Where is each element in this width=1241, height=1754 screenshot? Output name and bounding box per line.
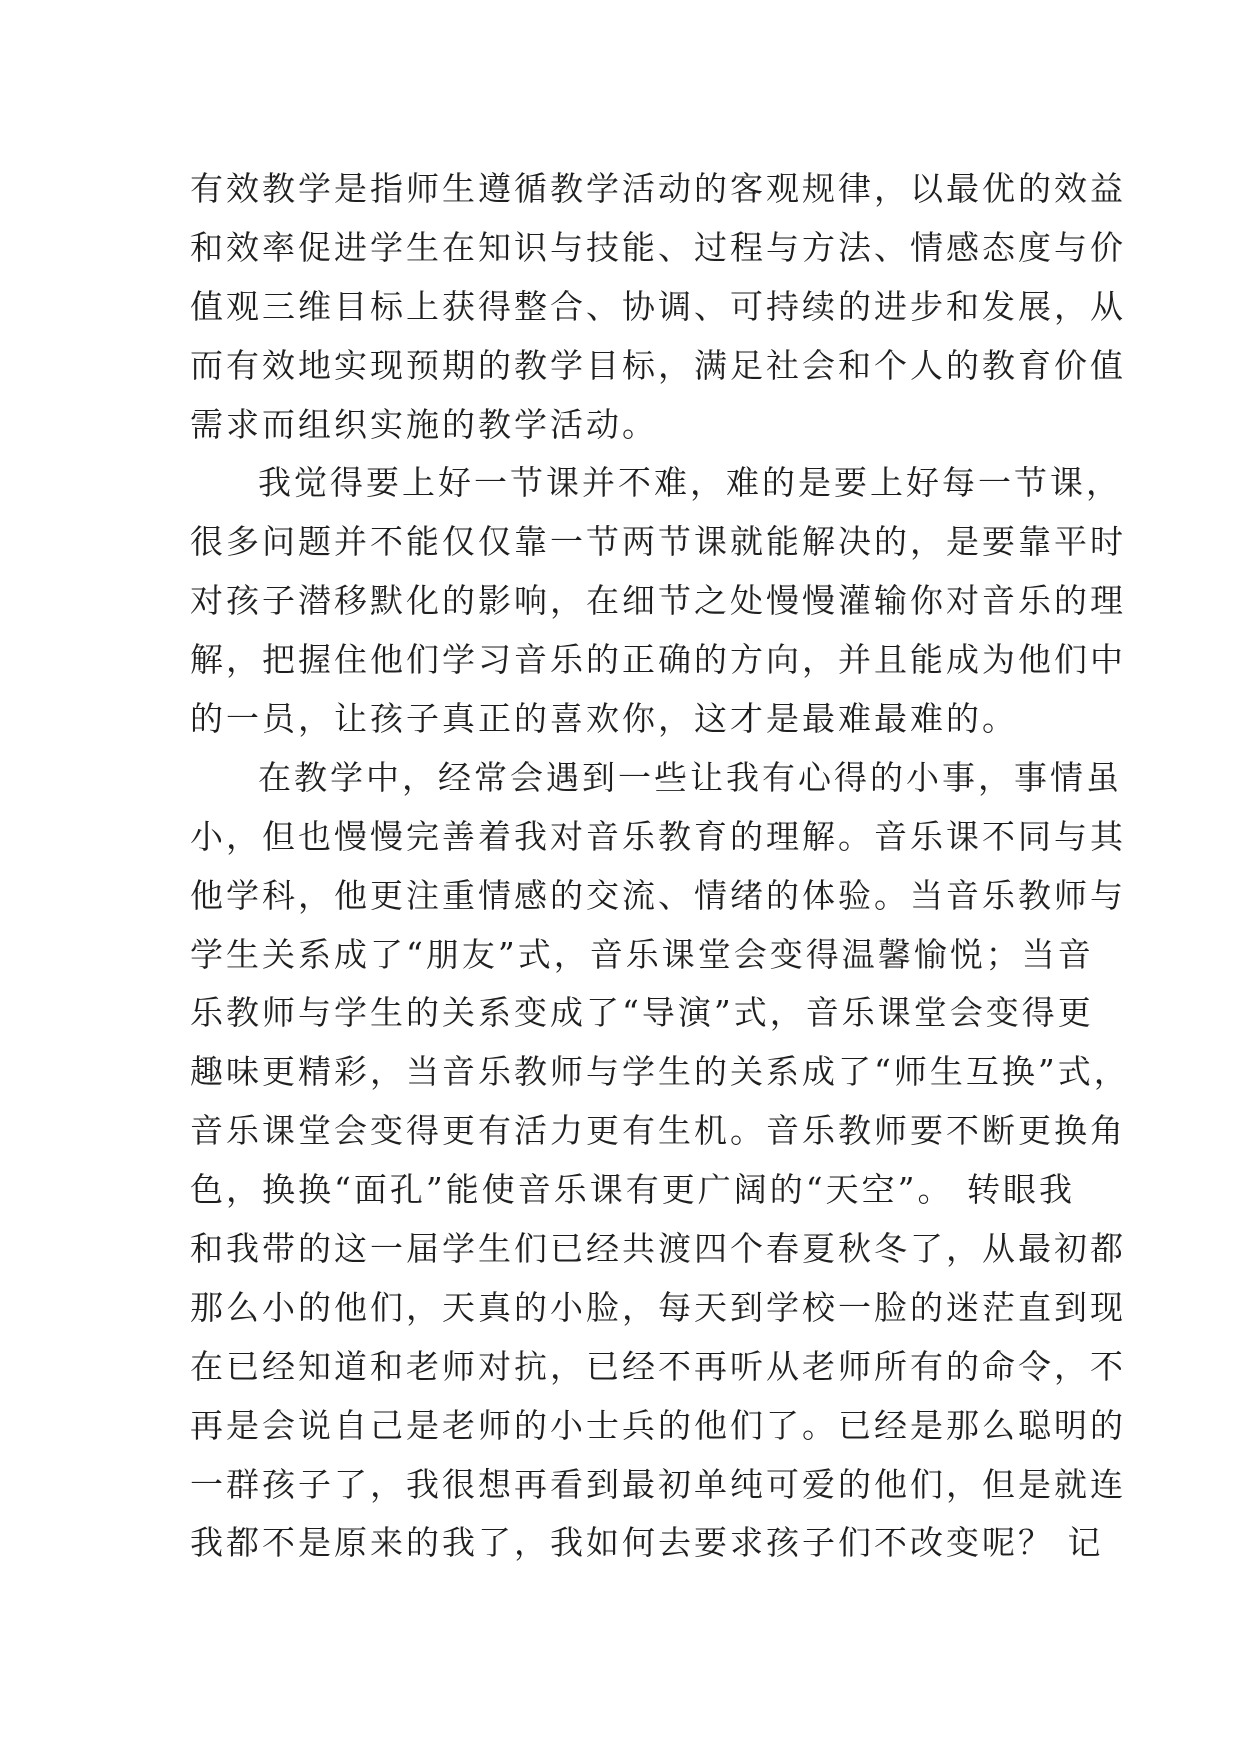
paragraph-line: 在教学中，经常会遇到一些让我有心得的小事，事情虽 <box>258 757 1122 797</box>
paragraph-line: 有效教学是指师生遵循教学活动的客观规律，以最优的效益 <box>190 169 1126 208</box>
paragraph-line: 我都不是原来的我了，我如何去要求孩子们不改变呢？ 记 <box>190 1523 1104 1563</box>
paragraph-line: 色，换换“面孔”能使音乐课有更广阔的“天空”。 转眼我 <box>190 1170 1075 1210</box>
paragraph-line: 而有效地实现预期的教学目标，满足社会和个人的教育价值 <box>190 345 1126 385</box>
paragraph-line: 音乐课堂会变得更有活力更有生机。音乐教师要不断更换角 <box>190 1111 1126 1151</box>
paragraph-line: 小，但也慢慢完善着我对音乐教育的理解。音乐课不同与其 <box>190 816 1126 856</box>
paragraph-line: 一群孩子了，我很想再看到最初单纯可爱的他们，但是就连 <box>190 1464 1126 1504</box>
paragraph-line: 再是会说自己是老师的小士兵的他们了。已经是那么聪明的 <box>190 1405 1126 1445</box>
paragraph-line: 那么小的他们，天真的小脸，每天到学校一脸的迷茫直到现 <box>190 1287 1126 1327</box>
paragraph-line: 需求而组织实施的教学活动。 <box>190 404 658 444</box>
paragraph-line: 我觉得要上好一节课并不难，难的是要上好每一节课， <box>258 463 1122 503</box>
paragraph-3 <box>190 749 1130 1573</box>
paragraph-line: 他学科，他更注重情感的交流、情绪的体验。当音乐教师与 <box>190 875 1126 915</box>
paragraph-line: 趣味更精彩，当音乐教师与学生的关系成了“师生互换”式， <box>190 1052 1130 1092</box>
paragraph-line: 的一员，让孩子真正的喜欢你，这才是最难最难的。 <box>190 699 1018 739</box>
paragraph-line: 乐教师与学生的关系变成了“导演”式，音乐课堂会变得更 <box>190 993 1094 1033</box>
document-body <box>190 160 1130 1573</box>
paragraph-line: 在已经知道和老师对抗，已经不再听从老师所有的命令，不 <box>190 1346 1126 1386</box>
paragraph-line: 对孩子潜移默化的影响，在细节之处慢慢灌输你对音乐的理 <box>190 581 1126 621</box>
paragraph-line: 很多问题并不能仅仅靠一节两节课就能解决的，是要靠平时 <box>190 522 1126 562</box>
paragraph-line: 和效率促进学生在知识与技能、过程与方法、情感态度与价 <box>190 227 1126 267</box>
paragraph-line: 解，把握住他们学习音乐的正确的方向，并且能成为他们中 <box>190 640 1126 680</box>
paragraph-line: 学生关系成了“朋友”式，音乐课堂会变得温馨愉悦；当音 <box>190 934 1094 974</box>
paragraph-1 <box>190 160 1126 454</box>
paragraph-line: 值观三维目标上获得整合、协调、可持续的进步和发展，从 <box>190 286 1126 326</box>
paragraph-line: 和我带的这一届学生们已经共渡四个春夏秋冬了，从最初都 <box>190 1229 1126 1269</box>
paragraph-2 <box>190 454 1126 748</box>
